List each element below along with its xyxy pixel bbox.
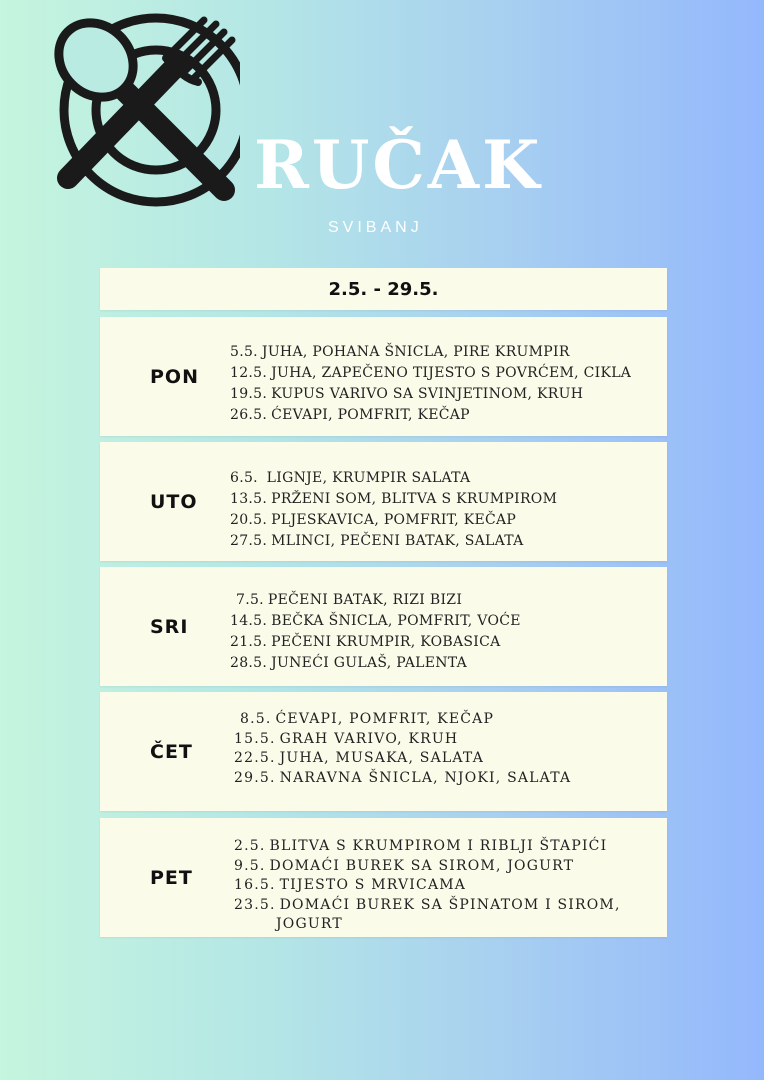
meal-item: 21.5. PEČENI KRUMPIR, KOBASICA xyxy=(230,634,501,650)
day-name: SRI xyxy=(150,615,189,638)
meal-item: 23.5. DOMAĆI BUREK SA ŠPINATOM I SIROM, xyxy=(234,896,621,913)
page-subtitle: SVIBANJ xyxy=(328,219,423,236)
meal-item: 8.5. ĆEVAPI, POMFRIT, KEČAP xyxy=(240,711,495,727)
meal-item: 7.5. PEČENI BATAK, RIZI BIZI xyxy=(236,592,463,608)
meal-list xyxy=(230,342,663,426)
plate-spoon-fork-icon xyxy=(28,0,240,212)
page-title: RUČAK xyxy=(254,126,543,204)
day-name: PET xyxy=(150,866,193,889)
meal-item: 6.5. LIGNJE, KRUMPIR SALATA xyxy=(230,470,471,486)
day-name: ČET xyxy=(150,740,193,763)
meal-item-continuation: JOGURT xyxy=(276,916,343,932)
meal-list xyxy=(230,590,663,674)
meal-item: 27.5. MLINCI, PEČENI BATAK, SALATA xyxy=(230,533,524,549)
meal-item: 28.5. JUNEĆI GULAŠ, PALENTA xyxy=(230,655,468,671)
meal-list xyxy=(230,468,663,552)
meal-item: 12.5. JUHA, ZAPEČENO TIJESTO S POVRĆEM, CIKLA xyxy=(230,365,632,381)
meal-item: 16.5. TIJESTO S MRVICAMA xyxy=(234,877,467,893)
day-box-uto xyxy=(100,442,667,561)
meal-item: 9.5. DOMAĆI BUREK SA SIROM, JOGURT xyxy=(234,857,575,874)
day-box-cet xyxy=(100,692,667,811)
meal-item: 2.5. BLITVA S KRUMPIROM I RIBLJI ŠTAPIĆI xyxy=(234,838,608,854)
meal-item: 20.5. PLJESKAVICA, POMFRIT, KEČAP xyxy=(230,512,517,528)
date-range-box xyxy=(100,268,667,310)
meal-item: 26.5. ĆEVAPI, POMFRIT, KEČAP xyxy=(230,407,470,423)
day-box-pet xyxy=(100,818,667,937)
meal-list xyxy=(230,710,663,788)
meal-item: 13.5. PRŽENI SOM, BLITVA S KRUMPIROM xyxy=(230,491,558,507)
meal-item: 19.5. KUPUS VARIVO SA SVINJETINOM, KRUH xyxy=(230,386,584,402)
day-box-pon xyxy=(100,317,667,436)
meal-item: 14.5. BEČKA ŠNICLA, POMFRIT, VOĆE xyxy=(230,613,521,629)
day-name: UTO xyxy=(150,490,198,513)
meal-list xyxy=(230,837,663,935)
meal-item: 22.5. JUHA, MUSAKA, SALATA xyxy=(234,750,485,766)
day-box-sri xyxy=(100,567,667,686)
meal-item: 15.5. GRAH VARIVO, KRUH xyxy=(234,730,459,747)
date-range: 2.5. - 29.5. xyxy=(328,278,439,300)
meal-item: 29.5. NARAVNA ŠNICLA, NJOKI, SALATA xyxy=(234,769,572,786)
day-name: PON xyxy=(150,365,199,388)
meal-item: 5.5. JUHA, POHANA ŠNICLA, PIRE KRUMPIR xyxy=(230,344,570,360)
